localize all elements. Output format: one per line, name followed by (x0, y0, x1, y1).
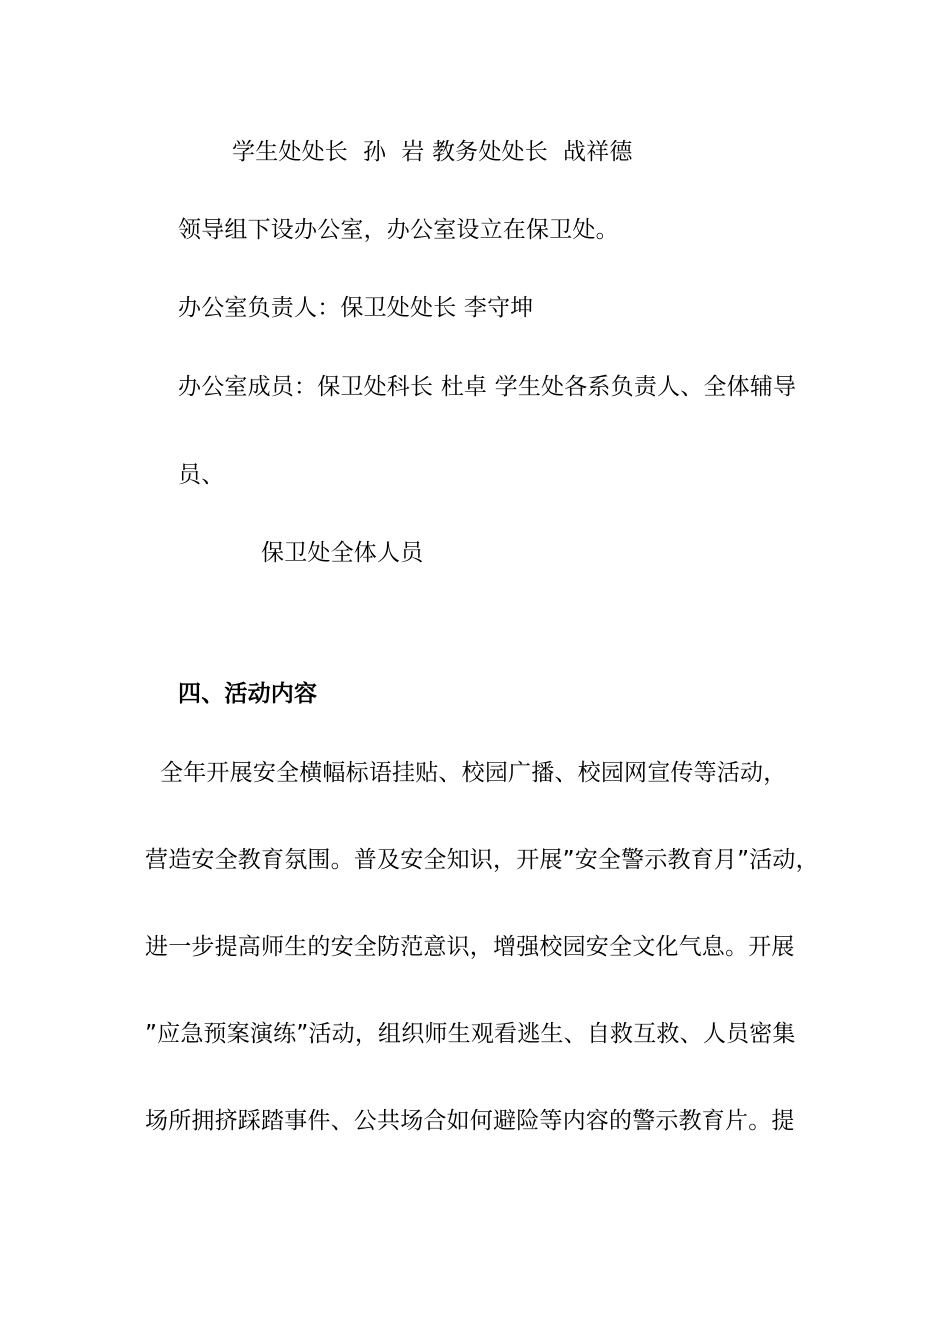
paragraph-line: 全年开展安全横幅标语挂贴、校园广播、校园网宣传等活动， (145, 760, 787, 786)
leaders-line: 学生处处长 孙 岩 教务处处长 战祥德 (232, 139, 633, 165)
paragraph-line: ”应急预案演练”活动，组织师生观看逃生、自救互救、人员密集 (145, 1021, 796, 1047)
office-members-continuation: 员、 (178, 462, 225, 488)
paragraph-line: 场所拥挤踩踏事件、公共场合如何避险等内容的警示教育片。提 (145, 1108, 795, 1134)
office-members-staff-line: 保卫处全体人员 (261, 540, 424, 566)
paragraph-line: 进一步提高师生的安全防范意识，增强校园安全文化气息。开展 (145, 934, 795, 960)
office-members-line: 办公室成员：保卫处科长 杜卓 学生处各系负责人、全体辅导 (178, 374, 797, 400)
section-heading: 四、活动内容 (178, 681, 318, 707)
office-setup-line: 领导组下设办公室，办公室设立在保卫处。 (178, 217, 619, 243)
paragraph-line: 营造安全教育氛围。普及安全知识，开展”安全警示教育月”活动， (145, 847, 819, 873)
office-head-line: 办公室负责人：保卫处处长 李守坤 (178, 295, 534, 321)
